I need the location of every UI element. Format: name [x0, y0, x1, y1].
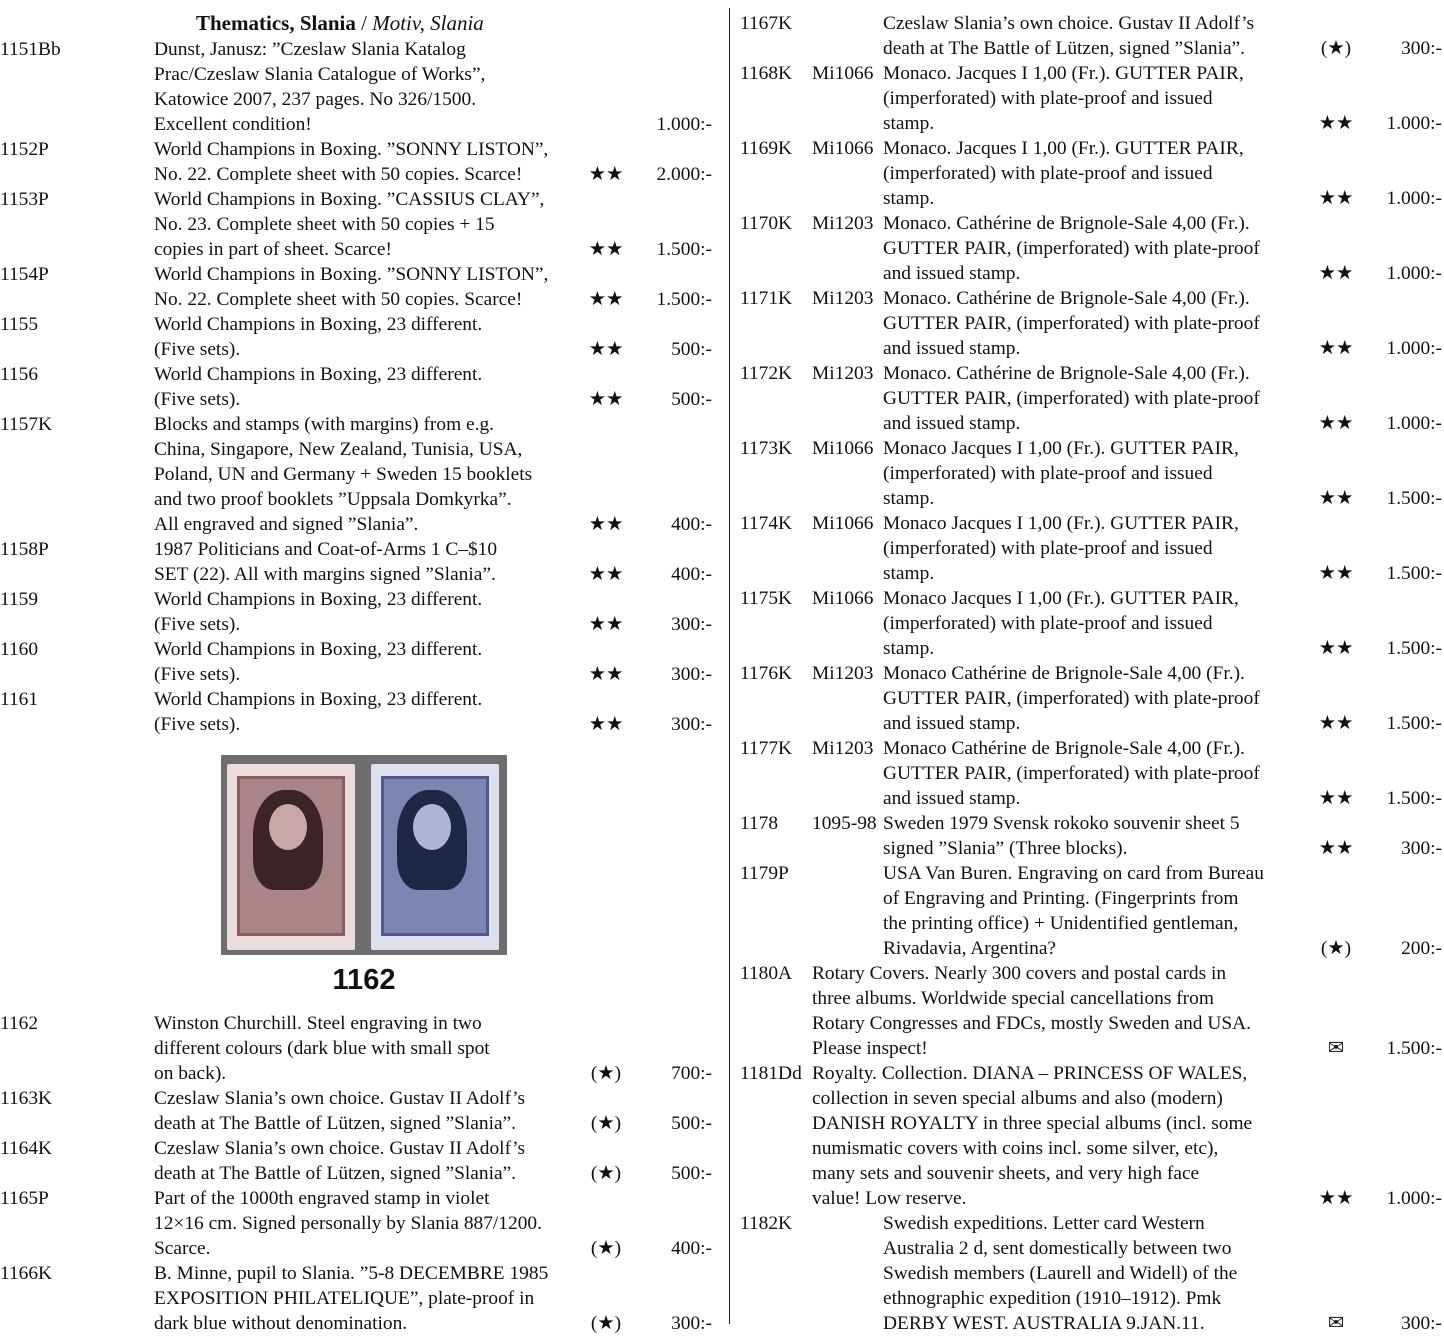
lot-number: 1166K	[0, 1263, 53, 1284]
lot-number: 1182K	[740, 1213, 793, 1234]
lot-price: 1.000:-	[656, 114, 712, 135]
condition-symbol: ★★	[588, 289, 624, 310]
lot-number: 1161	[0, 689, 39, 710]
condition-symbol: ★★	[1318, 413, 1354, 434]
column-divider	[729, 8, 730, 1324]
condition-symbol: ★★	[588, 664, 624, 685]
lot-description: Rotary Covers. Nearly 300 covers and postal cards in three albums. Worldwide special cancellations from Rotary Congresses and FDCs, mostly Sweden and USA. Please inspect!	[812, 963, 1251, 1059]
catalogue-number: Mi1203	[812, 663, 874, 684]
condition-symbol: ★★	[588, 614, 624, 635]
lot-price: 500:-	[671, 1163, 712, 1184]
lot-description: World Champions in Boxing, 23 different. (Five sets).	[154, 314, 483, 360]
lot-number: 1171K	[740, 288, 793, 309]
lot-row	[0, 1086, 718, 1136]
condition-symbol: (★)	[1320, 38, 1352, 59]
lot-price: 700:-	[671, 1063, 712, 1084]
lot-description: Monaco Cathérine de Brignole-Sale 4,00 (Fr.). GUTTER PAIR, (imperforated) with plate-proof and issued stamp.	[883, 663, 1260, 734]
lot-row	[0, 187, 718, 262]
lot-number: 1151Bb	[0, 39, 61, 60]
condition-symbol: ★★	[588, 239, 624, 260]
lot-price: 1.000:-	[1386, 1188, 1442, 1209]
churchill-stamps-image	[221, 755, 507, 955]
lot-description: Monaco Jacques I 1,00 (Fr.). GUTTER PAIR, (imperforated) with plate-proof and issued stamp.	[883, 588, 1239, 659]
lot-description: Part of the 1000th engraved stamp in violet 12×16 cm. Signed personally by Slania 887/1200. Scarce.	[154, 1188, 542, 1259]
lot-number: 1179P	[740, 863, 789, 884]
heading-separator: /	[355, 11, 373, 35]
lot-price: 1.000:-	[1386, 338, 1442, 359]
lot-price: 1.000:-	[1386, 188, 1442, 209]
lot-price: 1.000:-	[1386, 413, 1442, 434]
condition-symbol: ★★	[1318, 488, 1354, 509]
lot-row	[740, 136, 1444, 211]
lot-row	[0, 1261, 718, 1336]
heading-bold: Thematics, Slania	[196, 11, 356, 35]
condition-symbol: ★★	[1318, 188, 1354, 209]
lot-price: 300:-	[671, 614, 712, 635]
lot-row	[740, 961, 1444, 1061]
figure-label: 1162	[332, 964, 396, 996]
lot-number: 1174K	[740, 513, 793, 534]
condition-symbol: ★★	[588, 164, 624, 185]
condition-symbol: ★★	[588, 339, 624, 360]
condition-symbol: ★★	[588, 389, 624, 410]
catalogue-number: Mi1066	[812, 138, 874, 159]
condition-symbol: (★)	[1320, 938, 1352, 959]
lot-number: 1157K	[0, 414, 53, 435]
lot-row	[0, 637, 718, 687]
condition-symbol: ✉	[1327, 1038, 1345, 1059]
lot-row	[740, 11, 1444, 61]
lot-description: Czeslaw Slania’s own choice. Gustav II Adolf’s death at The Battle of Lützen, signed ”Slania”.	[154, 1138, 526, 1184]
lot-number: 1165P	[0, 1188, 49, 1209]
lot-price: 300:-	[671, 664, 712, 685]
lot-number: 1162	[0, 1013, 39, 1034]
catalogue-number: Mi1066	[812, 513, 874, 534]
lot-number: 1177K	[740, 738, 793, 759]
lot-description: World Champions in Boxing, 23 different. (Five sets).	[154, 689, 483, 735]
lot-description: Blocks and stamps (with margins) from e.g. China, Singapore, New Zealand, Tunisia, USA, Poland, UN and Germany + Sweden 15 booklets and two proof booklets ”Uppsala Domkyrka”. All engraved and signed ”Slania”.	[154, 414, 533, 535]
lot-price: 300:-	[671, 1313, 712, 1334]
lot-price: 200:-	[1401, 938, 1442, 959]
lot-number: 1158P	[0, 539, 49, 560]
lot-row	[740, 436, 1444, 511]
lot-row	[0, 262, 718, 312]
catalogue-number: Mi1203	[812, 213, 874, 234]
lot-description: Monaco Jacques I 1,00 (Fr.). GUTTER PAIR, (imperforated) with plate-proof and issued stamp.	[883, 438, 1239, 509]
lot-description: Winston Churchill. Steel engraving in two different colours (dark blue with small spot on back).	[154, 1013, 490, 1084]
lot-description: Czeslaw Slania’s own choice. Gustav II Adolf’s death at The Battle of Lützen, signed ”Slania”.	[883, 13, 1255, 59]
lot-description: Monaco Jacques I 1,00 (Fr.). GUTTER PAIR, (imperforated) with plate-proof and issued stamp.	[883, 513, 1239, 584]
condition-symbol: ★★	[588, 714, 624, 735]
lot-number: 1172K	[740, 363, 793, 384]
catalogue-number: Mi1203	[812, 738, 874, 759]
lot-row	[0, 587, 718, 637]
lot-row	[740, 861, 1444, 961]
lot-price: 300:-	[1401, 1313, 1442, 1334]
lot-row	[740, 511, 1444, 586]
lot-price: 400:-	[671, 1238, 712, 1259]
lot-row	[740, 736, 1444, 811]
lot-row	[740, 586, 1444, 661]
lot-price: 1.500:-	[656, 239, 712, 260]
condition-symbol: (★)	[590, 1313, 622, 1334]
lot-number: 1160	[0, 639, 39, 660]
lot-number: 1159	[0, 589, 39, 610]
catalogue-number: Mi1203	[812, 288, 874, 309]
condition-symbol: ★★	[1318, 563, 1354, 584]
condition-symbol: ★★	[1318, 788, 1354, 809]
lot-price: 2.000:-	[656, 164, 712, 185]
lot-number: 1153P	[0, 189, 49, 210]
lot-number: 1152P	[0, 139, 49, 160]
lot-description: World Champions in Boxing, 23 different. (Five sets).	[154, 364, 483, 410]
lot-row	[0, 1136, 718, 1186]
catalogue-number: Mi1203	[812, 363, 874, 384]
lot-price: 1.500:-	[1386, 563, 1442, 584]
condition-symbol: ★★	[1318, 113, 1354, 134]
lot-description: Monaco. Cathérine de Brignole-Sale 4,00 (Fr.). GUTTER PAIR, (imperforated) with plate-proof and issued stamp.	[883, 363, 1260, 434]
lot-price: 500:-	[671, 339, 712, 360]
lot-description: World Champions in Boxing, 23 different. (Five sets).	[154, 639, 483, 685]
lot-price: 500:-	[671, 389, 712, 410]
lot-description: World Champions in Boxing. ”SONNY LISTON”, No. 22. Complete sheet with 50 copies. Scarce!	[154, 264, 549, 310]
lot-price: 1.500:-	[1386, 638, 1442, 659]
lot-description: USA Van Buren. Engraving on card from Bureau of Engraving and Printing. (Fingerprints from the printing office) + Unidentified gentleman, Rivadavia, Argentina?	[883, 863, 1264, 959]
condition-symbol: ★★	[1318, 338, 1354, 359]
lot-number: 1164K	[0, 1138, 53, 1159]
catalogue-number: Mi1066	[812, 63, 874, 84]
lot-row	[0, 1186, 718, 1261]
lot-number: 1176K	[740, 663, 793, 684]
lot-number: 1155	[0, 314, 39, 335]
lot-number: 1154P	[0, 264, 49, 285]
lot-price: 1.500:-	[1386, 713, 1442, 734]
condition-symbol: (★)	[590, 1163, 622, 1184]
lot-price: 1.000:-	[1386, 263, 1442, 284]
lot-price: 300:-	[671, 714, 712, 735]
lot-price: 400:-	[671, 514, 712, 535]
lot-price: 1.000:-	[1386, 113, 1442, 134]
lot-description: Monaco. Cathérine de Brignole-Sale 4,00 (Fr.). GUTTER PAIR, (imperforated) with plate-proof and issued stamp.	[883, 288, 1260, 359]
lot-price: 300:-	[1401, 38, 1442, 59]
condition-symbol: ★★	[1318, 638, 1354, 659]
lot-row	[0, 687, 718, 737]
condition-symbol: ★★	[1318, 713, 1354, 734]
lot-row	[0, 37, 718, 137]
lot-description: Monaco. Jacques I 1,00 (Fr.). GUTTER PAIR, (imperforated) with plate-proof and issued stamp.	[883, 138, 1244, 209]
lot-row	[740, 1061, 1444, 1211]
condition-symbol: ★★	[588, 514, 624, 535]
lot-description: Sweden 1979 Svensk rokoko souvenir sheet 5 signed ”Slania” (Three blocks).	[883, 813, 1240, 859]
lot-number: 1170K	[740, 213, 793, 234]
lot-row	[740, 1211, 1444, 1336]
condition-symbol: (★)	[590, 1113, 622, 1134]
lot-number: 1180A	[740, 963, 793, 984]
lot-row	[0, 362, 718, 412]
lot-number: 1168K	[740, 63, 793, 84]
lot-row	[0, 537, 718, 587]
lot-row	[740, 811, 1444, 861]
lot-description: Monaco Cathérine de Brignole-Sale 4,00 (Fr.). GUTTER PAIR, (imperforated) with plate-proof and issued stamp.	[883, 738, 1260, 809]
lot-description: World Champions in Boxing, 23 different. (Five sets).	[154, 589, 483, 635]
section-heading	[196, 10, 484, 36]
lot-price: 300:-	[1401, 838, 1442, 859]
lot-row	[0, 1011, 718, 1086]
heading-italic: Motiv, Slania	[372, 11, 484, 35]
lot-row	[740, 211, 1444, 286]
catalogue-number: 1095-98	[812, 813, 877, 834]
lot-number: 1181Dd	[740, 1063, 802, 1084]
lot-price: 400:-	[671, 564, 712, 585]
lot-price: 1.500:-	[1386, 788, 1442, 809]
lot-row	[0, 412, 718, 537]
lot-description: B. Minne, pupil to Slania. ”5-8 DECEMBRE 1985 EXPOSITION PHILATELIQUE”, plate-proof in dark blue without denomination.	[154, 1263, 549, 1334]
lot-row	[740, 286, 1444, 361]
lot-description: World Champions in Boxing. ”CASSIUS CLAY”, No. 23. Complete sheet with 50 copies + 15 copies in part of sheet. Scarce!	[154, 189, 545, 260]
condition-symbol: (★)	[590, 1238, 622, 1259]
lot-row	[740, 361, 1444, 436]
lot-row	[740, 61, 1444, 136]
lot-row	[740, 661, 1444, 736]
lot-number: 1163K	[0, 1088, 53, 1109]
stamp-brown	[227, 764, 355, 950]
lot-description: Dunst, Janusz: ”Czeslaw Slania Katalog Prac/Czeslaw Slania Catalogue of Works”, Katowice 2007, 237 pages. No 326/1500. Excellent condition!	[154, 39, 486, 135]
lot-price: 1.500:-	[656, 289, 712, 310]
lot-number: 1167K	[740, 13, 793, 34]
lot-number: 1156	[0, 364, 39, 385]
lot-description: Swedish expeditions. Letter card Western Australia 2 d, sent domestically between two Swedish members (Laurell and Widell) of the ethnographic expedition (1910–1912). Pmk DERBY WEST. AUSTRALIA 9.JAN.11.	[883, 1213, 1238, 1334]
lot-description: World Champions in Boxing. ”SONNY LISTON”, No. 22. Complete sheet with 50 copies. Scarce!	[154, 139, 549, 185]
lot-number: 1175K	[740, 588, 793, 609]
lot-description: Monaco. Jacques I 1,00 (Fr.). GUTTER PAIR, (imperforated) with plate-proof and issued stamp.	[883, 63, 1244, 134]
condition-symbol: ✉	[1327, 1313, 1345, 1334]
lot-price: 1.500:-	[1386, 488, 1442, 509]
lot-price: 1.500:-	[1386, 1038, 1442, 1059]
lot-row	[0, 137, 718, 187]
stamp-blue	[371, 764, 499, 950]
lot-number: 1178	[740, 813, 779, 834]
lot-description: 1987 Politicians and Coat-of-Arms 1 C–$10 SET (22). All with margins signed ”Slania”.	[154, 539, 498, 585]
lot-description: Royalty. Collection. DIANA – PRINCESS OF WALES, collection in seven special albums and also (modern) DANISH ROYALTY in three special albums (incl. some numismatic covers with coins incl. some silver, etc), many sets and souvenir sheets, and very high face value! Low reserve.	[812, 1063, 1253, 1209]
catalogue-number: Mi1066	[812, 438, 874, 459]
condition-symbol: ★★	[1318, 263, 1354, 284]
lot-number: 1173K	[740, 438, 793, 459]
catalogue-number: Mi1066	[812, 588, 874, 609]
condition-symbol: (★)	[590, 1063, 622, 1084]
lot-price: 500:-	[671, 1113, 712, 1134]
lot-row	[0, 312, 718, 362]
lot-description: Monaco. Cathérine de Brignole-Sale 4,00 (Fr.). GUTTER PAIR, (imperforated) with plate-proof and issued stamp.	[883, 213, 1260, 284]
condition-symbol: ★★	[1318, 838, 1354, 859]
condition-symbol: ★★	[1318, 1188, 1354, 1209]
condition-symbol: ★★	[588, 564, 624, 585]
lot-number: 1169K	[740, 138, 793, 159]
lot-description: Czeslaw Slania’s own choice. Gustav II Adolf’s death at The Battle of Lützen, signed ”Slania”.	[154, 1088, 526, 1134]
